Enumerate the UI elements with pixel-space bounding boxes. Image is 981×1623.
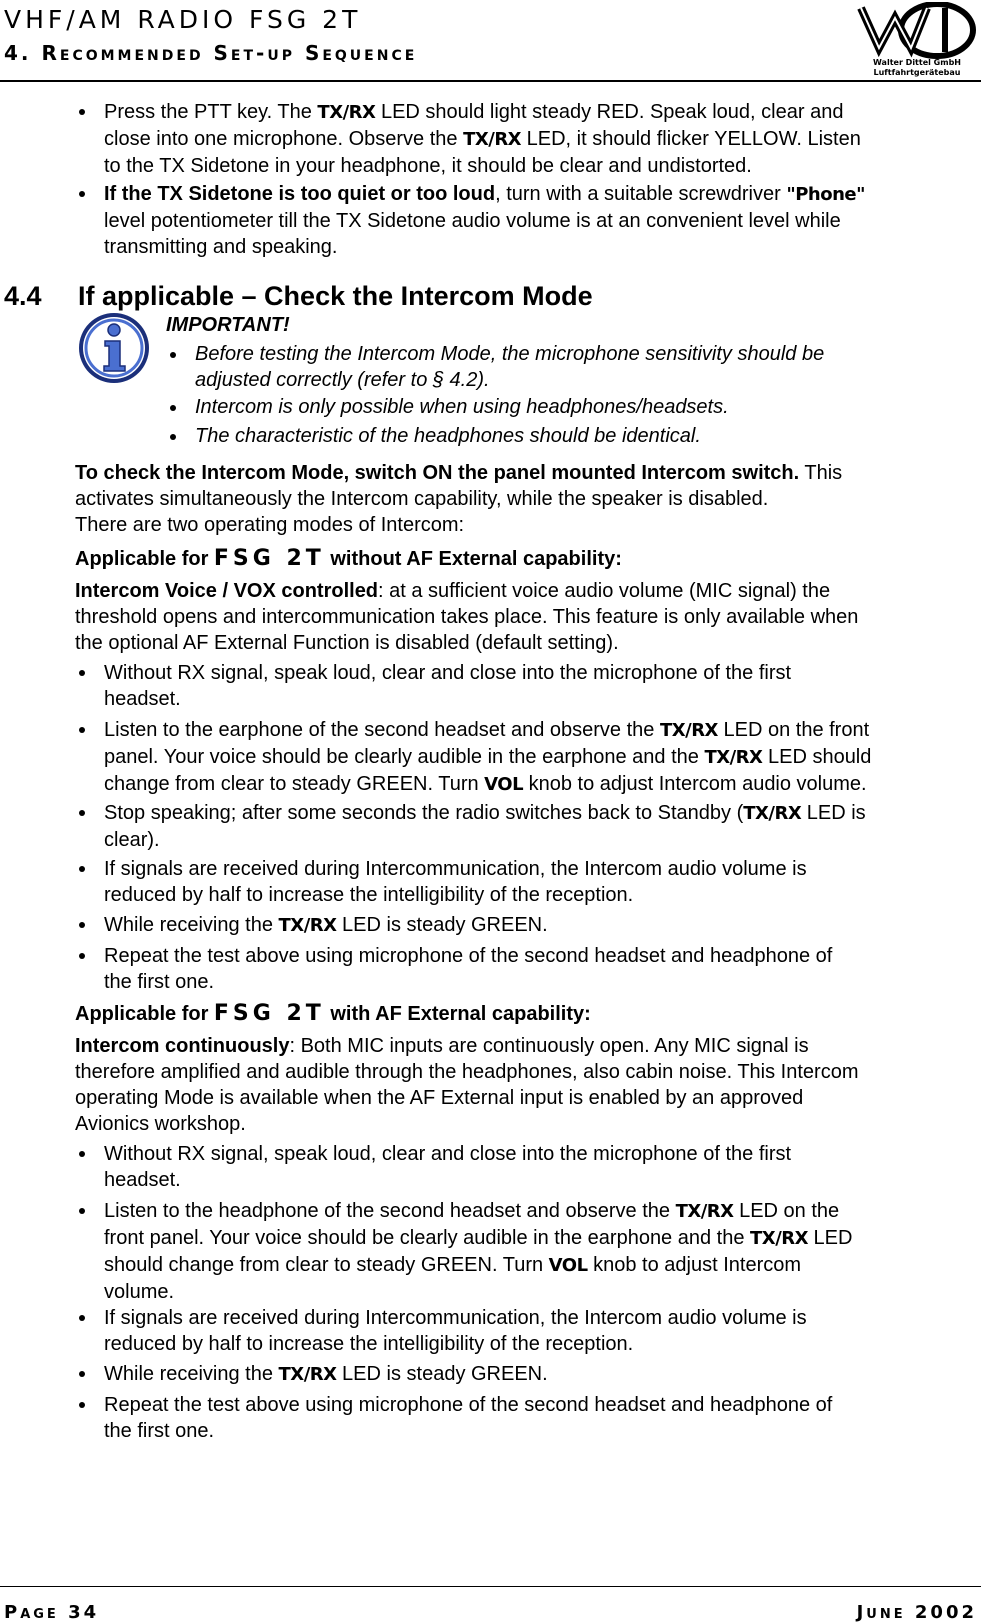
bullet [79,1208,85,1214]
bullet [170,434,176,440]
intro-paragraph: To check the Intercom Mode, switch ON the panel mounted Intercom switch. This activates simultaneously the Intercom capability, while the speaker is disabled. There are two operating modes of Intercom: [75,462,843,536]
bullet [79,727,85,733]
document-title: VHF/AM RADIO FSG 2T [4,5,362,34]
bullet [79,922,85,928]
footer-rule [0,1586,981,1587]
bullet [79,953,85,959]
list-item: Without RX signal, speak loud, clear and close into the microphone of the first headset. [104,1143,792,1191]
list-item: If the TX Sidetone is too quiet or too loud, turn with a suitable screwdriver "Phone" level potentiometer till the TX Sidetone audio volume is at an convenient level while transmitting and speaking. [104,183,865,258]
important-item: Intercom is only possible when using headphones/headsets. [195,396,729,418]
important-item: Before testing the Intercom Mode, the microphone sensitivity should be adjusted correctly (refer to § 4.2). [195,343,825,391]
list-item: Repeat the test above using microphone of the second headset and headphone of the first one. [104,1394,833,1442]
list-item: Press the PTT key. The TX/RX LED should light steady RED. Speak loud, clear and close into one microphone. Observe the TX/RX LED, it should flicker YELLOW. Listen to the TX Sidetone in your headphone, it should be clear and undistorted. [104,101,861,177]
info-icon [77,311,151,385]
mode1-description: Intercom Voice / VOX controlled: at a sufficient voice audio volume (MIC signal) the threshold opens and intercommunication takes place. This feature is only available when the optional AF External Function is disabled (default setting). [75,580,859,654]
bullet [79,1315,85,1321]
important-label: IMPORTANT! [166,314,290,336]
mode2-heading: Applicable for FSG 2T with AF External capability: [75,1001,591,1026]
bullet [79,109,85,115]
mode2-description: Intercom continuously: Both MIC inputs are continuously open. Any MIC signal is therefore amplified and audible through the headphones, also cabin noise. This Intercom operating Mode is available when the AF External input is enabled by an approved Avionics workshop. [75,1035,859,1135]
page-number: Page 34 [4,1602,100,1623]
bullet [79,866,85,872]
wd-logo-icon [857,2,977,77]
bullet [79,1371,85,1377]
bullet [170,352,176,358]
bullet [79,670,85,676]
chapter-title: 4. Recommended Set-up Sequence [4,41,418,65]
header-rule [0,80,981,82]
list-item: While receiving the TX/RX LED is steady GREEN. [104,914,548,936]
important-item: The characteristic of the headphones should be identical. [195,425,701,447]
bullet [79,191,85,197]
list-item: Listen to the earphone of the second headset and observe the TX/RX LED on the front panel. Your voice should be clearly audible in the earphone and the TX/RX LED should change from clear to steady GREEN. Turn VOL knob to adjust Intercom audio volume. [104,719,872,795]
section-title: If applicable – Check the Intercom Mode [78,281,593,311]
list-item: Stop speaking; after some seconds the radio switches back to Standby (TX/RX LED is clear). [104,802,866,851]
footer-date: June 2002 [856,1602,977,1623]
bullet [170,405,176,411]
bullet [79,1402,85,1408]
section-heading [4,280,593,312]
bullet [79,810,85,816]
list-item: Repeat the test above using microphone of the second headset and headphone of the first one. [104,945,833,993]
list-item: While receiving the TX/RX LED is steady GREEN. [104,1363,548,1385]
mode1-heading: Applicable for FSG 2T without AF External capability: [75,546,622,571]
list-item: Without RX signal, speak loud, clear and close into the microphone of the first headset. [104,662,792,710]
logo-text-1: Walter Dittel GmbH [873,58,961,67]
list-item: If signals are received during Intercommunication, the Intercom audio volume is reduced by half to increase the intelligibility of the reception. [104,858,807,906]
company-logo [857,2,977,77]
logo-text-2: Luftfahrtgerätebau [873,68,961,77]
bullet [79,1151,85,1157]
list-item: Listen to the headphone of the second headset and observe the TX/RX LED on the front panel. Your voice should be clearly audible in the earphone and the TX/RX LED should change from clear to steady GREEN. Turn VOL knob to adjust Intercom volume. [104,1200,853,1303]
list-item: If signals are received during Intercommunication, the Intercom audio volume is reduced by half to increase the intelligibility of the reception. [104,1307,807,1355]
section-number: 4.4 [4,281,42,311]
